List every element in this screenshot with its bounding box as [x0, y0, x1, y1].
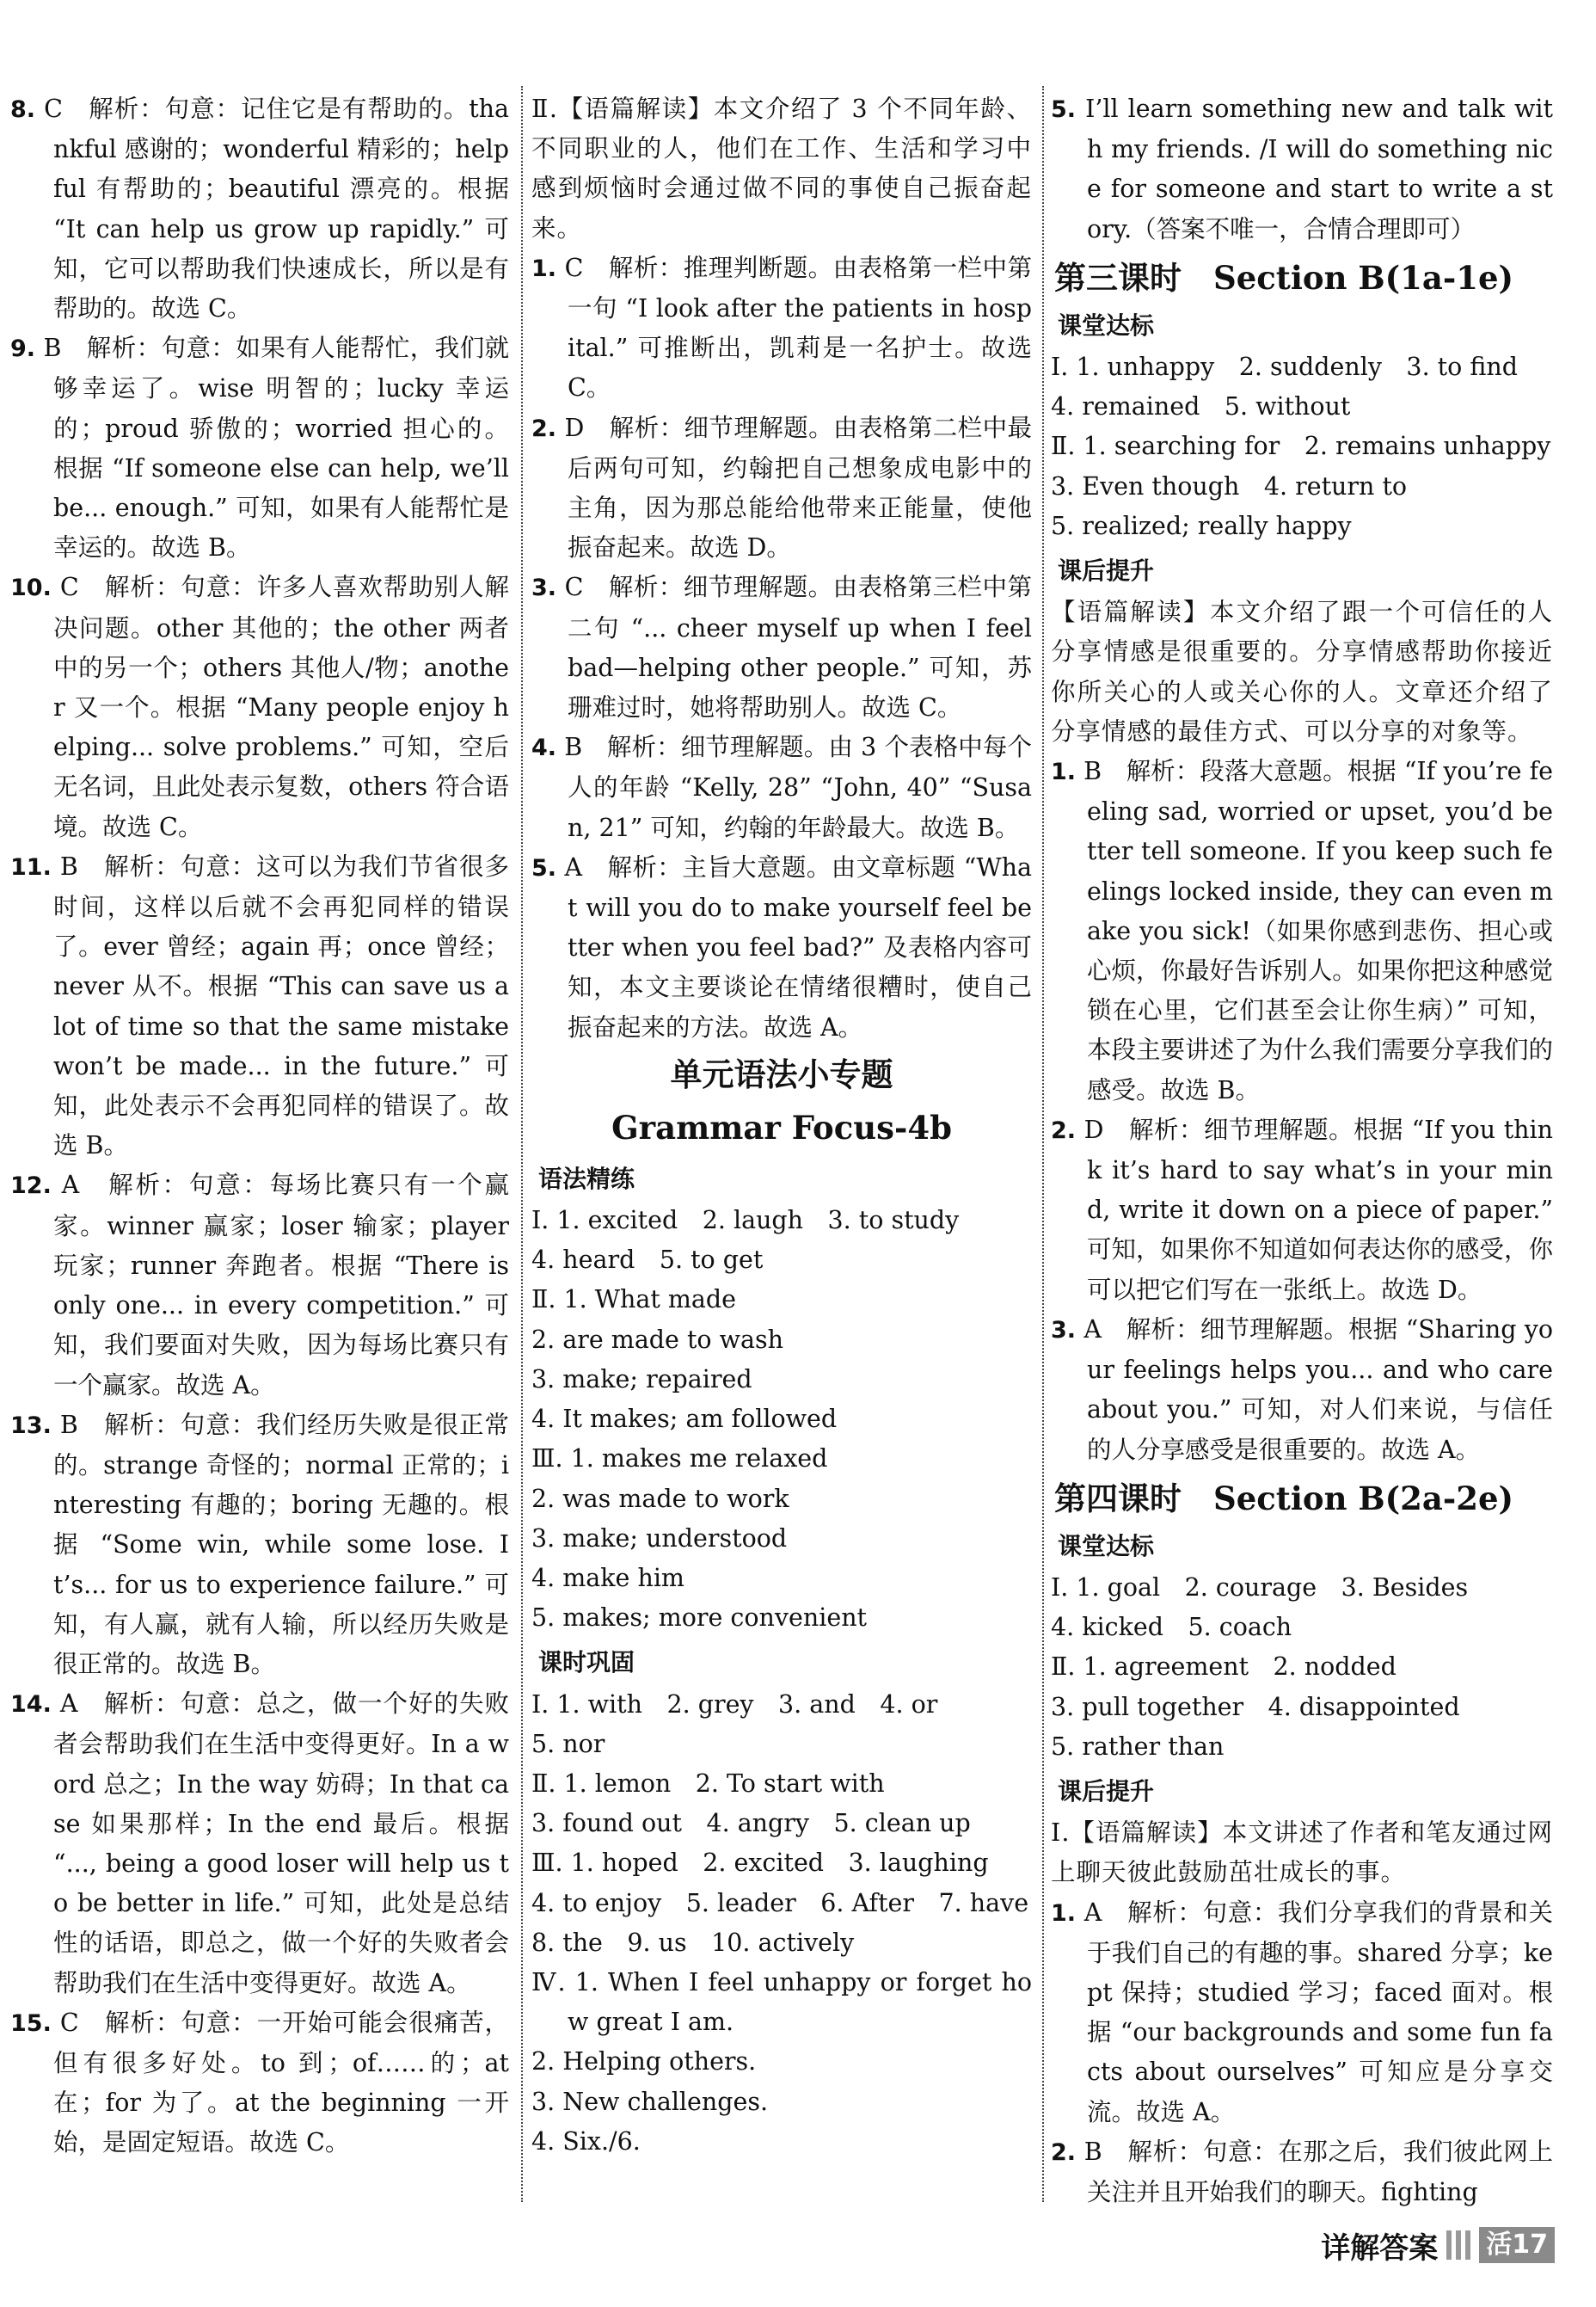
answer-line: Ⅲ. 1. hoped 2. excited 3. laughing [531, 1849, 989, 1878]
answer-line: Ⅰ. 1. excited 2. laugh 3. to study [531, 1206, 960, 1235]
after-class-label: 课后提升 [1058, 557, 1155, 586]
lesson-4-title: 第四课时 Section B(2a-2e) [1054, 1479, 1514, 1517]
answer-item: 14. A 解析：句意：总之，做一个好的失败者会帮助我们在生活中变得更好。In a word 总之；In the way 妨碍；In that case 如果那样；In the end 最后。根据 “..., being a good loser will help us to be better in life.” 可知，此处是总结性的话语，即总之，做一个好的失败者会帮助我们在生活中变得更好。故选 A。 [10, 1689, 509, 1997]
answer-item: 9. B 解析：句意：如果有人能帮忙，我们就够幸运了。wise 明智的；lucky 幸运的；proud 骄傲的；worried 担心的。根据 “If someone else can help, we’ll be... enough.” 可知，如果有人能帮忙是幸运的。故选 B。 [10, 334, 509, 563]
answer-line: Ⅳ. 1. When I feel unhappy or forget how great I am. [531, 1967, 1032, 2037]
page-number-badge: 活17 [1479, 2227, 1555, 2263]
answer-line: 2. are made to wash [531, 1325, 784, 1354]
answer-item: 4. B 解析：细节理解题。由 3 个表格中每个人的年龄 “Kelly, 28” “John, 40” “Susan, 21” 可知，约翰的年龄最大。故选 B。 [531, 733, 1032, 842]
answer-line: Ⅱ. 1. lemon 2. To start with [531, 1769, 885, 1798]
answer-item: 2. D 解析：细节理解题。根据 “If you think it’s hard to say what’s in your mind, write it down on a piece of paper.” 可知，如果你不知道如何表达你的感受，你可以把它们写在一张纸上。故选 D。 [1051, 1115, 1553, 1304]
grammar-practice-label: 语法精练 [538, 1164, 635, 1193]
answer-line: 5. makes; more convenient [531, 1603, 868, 1633]
lesson-3-title: 第三课时 Section B(1a-1e) [1054, 258, 1514, 297]
after-class-label: 课后提升 [1058, 1776, 1155, 1806]
answer-column-left [10, 89, 509, 2163]
passage-intro: 【语篇解读】本文介绍了跟一个可信任的人分享情感是很重要的。分享情感帮助你接近你所关心的人或关心你的人。文章还介绍了分享情感的最佳方式、可以分享的对象等。 [1051, 598, 1553, 746]
answer-line: 4. It makes; am followed [531, 1405, 838, 1434]
footer-label: 详解答案 [1321, 2230, 1439, 2266]
answer-line: 4. to enjoy 5. leader 6. After 7. have [531, 1888, 1029, 1917]
column-divider-left [521, 86, 523, 2202]
answer-line: 2. Helping others. [531, 2047, 757, 2076]
answer-item: 5. I’ll learn something new and talk with my friends. /I will do something nice for someone and start to write a story.（答案不唯一，合情合理即可） [1051, 95, 1553, 243]
answer-item: 3. C 解析：细节理解题。由表格第三栏中第二句 “... cheer myself up when I feel bad—helping other people.” 可知，苏珊难过时，她将帮助别人。故选 C。 [531, 573, 1033, 723]
answer-item: 3. A 解析：细节理解题。根据 “Sharing your feelings helps you... and who care about you.” 可知，对人们来说，与信任的人分享感受是很重要的。故选 A。 [1051, 1314, 1553, 1464]
answer-line: Ⅲ. 1. makes me relaxed [531, 1444, 828, 1473]
answer-item: 12. A 解析：句意：每场比赛只有一个赢家。winner 赢家；loser 输家；player 玩家；runner 奔跑者。根据 “There is only one... in every competition.” 可知，我们要面对失败，因为每场比赛只有一个赢家。故选 A。 [10, 1171, 509, 1400]
answer-line: 2. was made to work [531, 1484, 789, 1513]
answer-line: Ⅱ. 1. What made [531, 1285, 737, 1314]
grammar-section-title: 单元语法小专题 [670, 1055, 893, 1093]
answer-item: 10. C 解析：句意：许多人喜欢帮助别人解决问题。other 其他的；the other 两者中的另一个；others 其他人/物；another 又一个。根据 “Many people enjoy helping... solve problems.” 可知，空后无名词，且此处表示复数，others 符合语境。故选 C。 [10, 573, 510, 841]
page-footer [1321, 2226, 1555, 2264]
passage-intro: Ⅰ.【语篇解读】本文讲述了作者和笔友通过网上聊天彼此鼓励茁壮成长的事。 [1051, 1818, 1553, 1887]
answer-item: 13. B 解析：句意：我们经历失败是很正常的。strange 奇怪的；normal 正常的；interesting 有趣的；boring 无趣的。根据 “Some win, while some lose. It’s... for us to experience failure.” 可知，有人赢，就有人输，所以经历失败是很正常的。故选 B。 [10, 1410, 509, 1678]
answer-line: 5. rather than [1051, 1732, 1225, 1761]
answer-line: 3. make; repaired [531, 1364, 752, 1393]
answer-line: 4. remained 5. without [1051, 392, 1351, 421]
answer-item: 1. B 解析：段落大意题。根据 “If you’re feeling sad, worried or upset, you’d better tell someone. If you keep such feelings locked inside, they can even make you sick!（如果你感到悲伤、担心或心烦，你最好告诉别人。如果你把这种感觉锁在心里，它们甚至会让你生病）” 可知，本段主要讲述了为什么我们需要分享我们的感受。故选 B。 [1051, 757, 1553, 1104]
footer-bars-icon [1446, 2230, 1470, 2260]
answer-line: Ⅰ. 1. goal 2. courage 3. Besides [1051, 1572, 1469, 1602]
column-divider-right [1042, 86, 1044, 2202]
consolidation-label: 课时巩固 [538, 1648, 635, 1677]
passage-intro: Ⅱ.【语篇解读】本文介绍了 3 个不同年龄、不同职业的人，他们在工作、生活和学习中感到烦恼时会通过做不同的事使自己振奋起来。 [531, 95, 1032, 243]
in-class-label: 课堂达标 [1058, 1531, 1155, 1560]
answer-column-right [1051, 89, 1553, 2212]
answer-line: 3. make; understood [531, 1523, 788, 1553]
grammar-section-subtitle: Grammar Focus-4b [611, 1108, 952, 1147]
in-class-label: 课堂达标 [1058, 311, 1155, 340]
answer-item: 11. B 解析：句意：这可以为我们节省很多时间，这样以后就不会再犯同样的错误了。ever 曾经；again 再；once 曾经；never 从不。根据 “This can save us a lot of time so that the same mistake won’t be made... in the future.” 可知，此处表示不会再犯同样的错误了。故选 B。 [10, 852, 509, 1160]
answer-item: 1. C 解析：推理判断题。由表格第一栏中第一句 “I look after the patients in hospital.” 可推断出，凯莉是一名护士。故选 C。 [531, 253, 1033, 403]
answer-line: 4. heard 5. to get [531, 1246, 764, 1275]
answer-line: Ⅱ. 1. agreement 2. nodded [1051, 1652, 1396, 1682]
answer-line: Ⅰ. 1. with 2. grey 3. and 4. or [531, 1689, 938, 1719]
answer-line: Ⅱ. 1. searching for 2. remains unhappy [1051, 432, 1551, 461]
answer-line: 4. kicked 5. coach [1051, 1613, 1292, 1642]
answer-column-middle [531, 89, 1032, 2162]
answer-item: 8. C 解析：句意：记住它是有帮助的。thankful 感谢的；wonderful 精彩的；helpful 有帮助的；beautiful 漂亮的。根据 “It can help us grow up rapidly.” 可知，它可以帮助我们快速成长，所以是有帮助的。故选 C。 [10, 95, 510, 323]
answer-line: 4. Six./6. [531, 2126, 641, 2156]
answer-item: 5. A 解析：主旨大意题。由文章标题 “What will you do to make yourself feel better when you feel bad?” 及表格内容可知，本文主要谈论在情绪很糟时，使自己振奋起来的方法。故选 A。 [531, 852, 1032, 1042]
answer-item: 1. A 解析：句意：我们分享我们的背景和关于我们自己的有趣的事。shared 分享；kept 保持；studied 学习；faced 面对。根据 “our backgrounds and some fun facts about ourselves” 可知应是分享交流。故选 A。 [1051, 1898, 1553, 2126]
answer-item: 2. D 解析：细节理解题。由表格第二栏中最后两句可知，约翰把自己想象成电影中的主角，因为那总能给他带来正能量，使他振奋起来。故选 D。 [531, 413, 1032, 563]
answer-line: 3. Even though 4. return to [1051, 471, 1408, 501]
answer-line: 8. the 9. us 10. actively [531, 1928, 855, 1957]
answer-line: 3. found out 4. angry 5. clean up [531, 1809, 971, 1838]
answer-line: 3. pull together 4. disappointed [1051, 1692, 1460, 1721]
answer-line: 5. nor [531, 1729, 605, 1758]
answer-line: 4. make him [531, 1563, 684, 1592]
answer-line: 3. New challenges. [531, 2087, 769, 2116]
answer-item: 15. C 解析：句意：一开始可能会很痛苦，但有很多好处。to 到；of……的；at 在；for 为了。at the beginning 一开始，是固定短语。故选 C。 [10, 2008, 510, 2157]
answer-line: 5. realized; really happy [1051, 511, 1352, 540]
answer-item: 2. B 解析：句意：在那之后，我们彼此网上关注并且开始我们的聊天。fighting [1051, 2137, 1554, 2206]
answer-line: Ⅰ. 1. unhappy 2. suddenly 3. to find [1051, 353, 1518, 382]
